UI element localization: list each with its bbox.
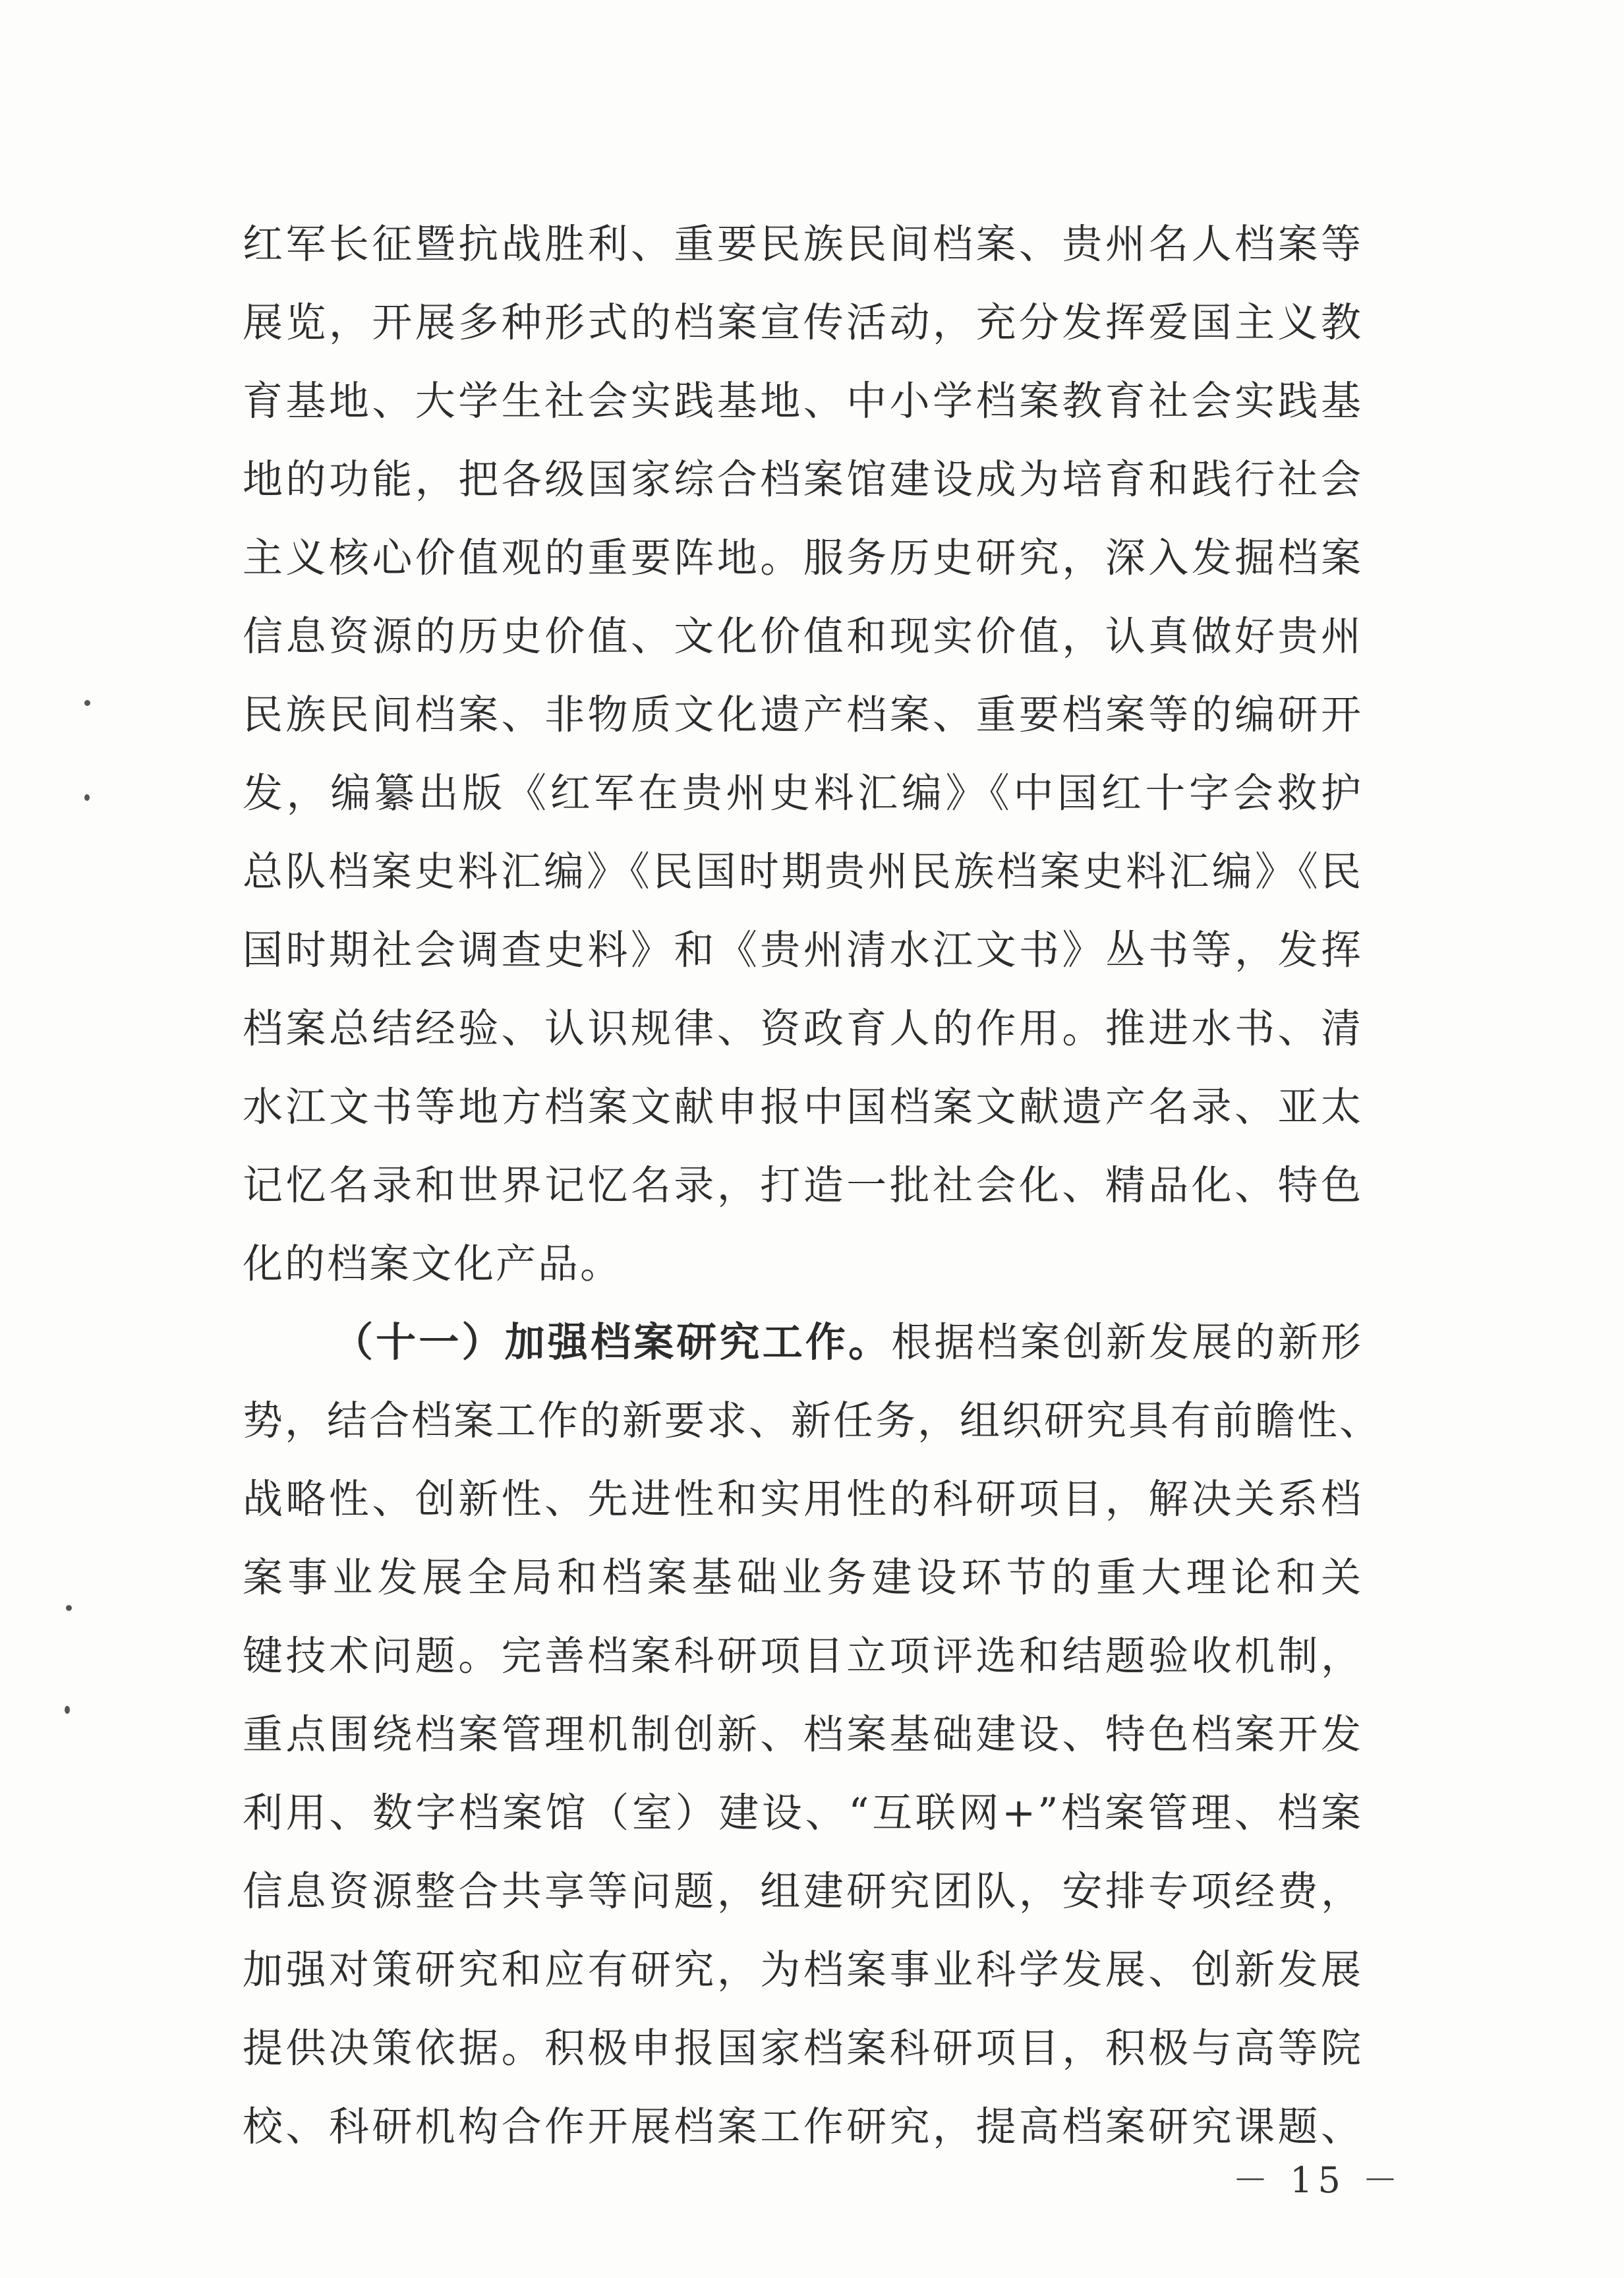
body-text-line: 红军长征暨抗战胜利、重要民族民间档案、贵州名人档案等 <box>243 221 1363 268</box>
body-text-line: 案事业发展全局和档案基础业务建设环节的重大理论和关 <box>243 1554 1363 1601</box>
section-heading: （十一）加强档案研究工作。 <box>333 1319 892 1366</box>
body-text-line: 信息资源的历史价值、文化价值和现实价值，认真做好贵州 <box>243 613 1363 660</box>
scan-speck <box>84 794 90 801</box>
body-text-line: 地的功能，把各级国家综合档案馆建设成为培育和践行社会 <box>243 456 1363 503</box>
body-text-line: 键技术问题。完善档案科研项目立项评选和结题验收机制， <box>243 1633 1363 1679</box>
body-text-line: 重点围绕档案管理机制创新、档案基础建设、特色档案开发 <box>243 1711 1363 1758</box>
body-text-line: 化的档案文化产品。 <box>243 1241 623 1287</box>
body-text-line: 水江文书等地方档案文献申报中国档案文献遗产名录、亚太 <box>243 1084 1363 1130</box>
section-first-line-text: 根据档案创新发展的新形 <box>891 1319 1363 1366</box>
page-number: － 15 － <box>1232 2159 1404 2201</box>
body-text-line: 发，编纂出版《红军在贵州史料汇编》《中国红十字会救护 <box>243 770 1363 817</box>
scan-speck <box>66 1605 72 1611</box>
body-text-line: 展览，开展多种形式的档案宣传活动，充分发挥爱国主义教 <box>243 299 1363 346</box>
section-first-line <box>333 1303 1363 1382</box>
body-text-line: 利用、数字档案馆（室）建设、“互联网+”档案管理、档案 <box>243 1790 1363 1836</box>
body-text-line: 势，结合档案工作的新要求、新任务，组织研究具有前瞻性、 <box>243 1397 1382 1444</box>
body-text-line: 档案总结经验、认识规律、资政育人的作用。推进水书、清 <box>243 1005 1363 1052</box>
body-text-line: 战略性、创新性、先进性和实用性的科研项目，解决关系档 <box>243 1476 1363 1523</box>
body-text-line: 国时期社会调查史料》和《贵州清水江文书》丛书等，发挥 <box>243 927 1363 974</box>
body-text-line: 加强对策研究和应有研究，为档案事业科学发展、创新发展 <box>243 1946 1363 1993</box>
body-text-line: 记忆名录和世界记忆名录，打造一批社会化、精品化、特色 <box>243 1162 1363 1209</box>
scan-speck <box>65 1706 70 1714</box>
body-text-line: 信息资源整合共享等问题，组建研究团队，安排专项经费， <box>243 1868 1363 1915</box>
body-text-line: 民族民间档案、非物质文化遗产档案、重要档案等的编研开 <box>243 691 1363 738</box>
scan-speck <box>84 700 90 706</box>
body-text-line: 校、科研机构合作开展档案工作研究，提高档案研究课题、 <box>243 2103 1363 2150</box>
body-text-line: 主义核心价值观的重要阵地。服务历史研究，深入发掘档案 <box>243 535 1363 581</box>
body-text-line: 育基地、大学生社会实践基地、中小学档案教育社会实践基 <box>243 378 1363 424</box>
body-text-line: 提供决策依据。积极申报国家档案科研项目，积极与高等院 <box>243 2025 1363 2072</box>
body-text-line: 总队档案史料汇编》《民国时期贵州民族档案史料汇编》《民 <box>243 848 1363 895</box>
